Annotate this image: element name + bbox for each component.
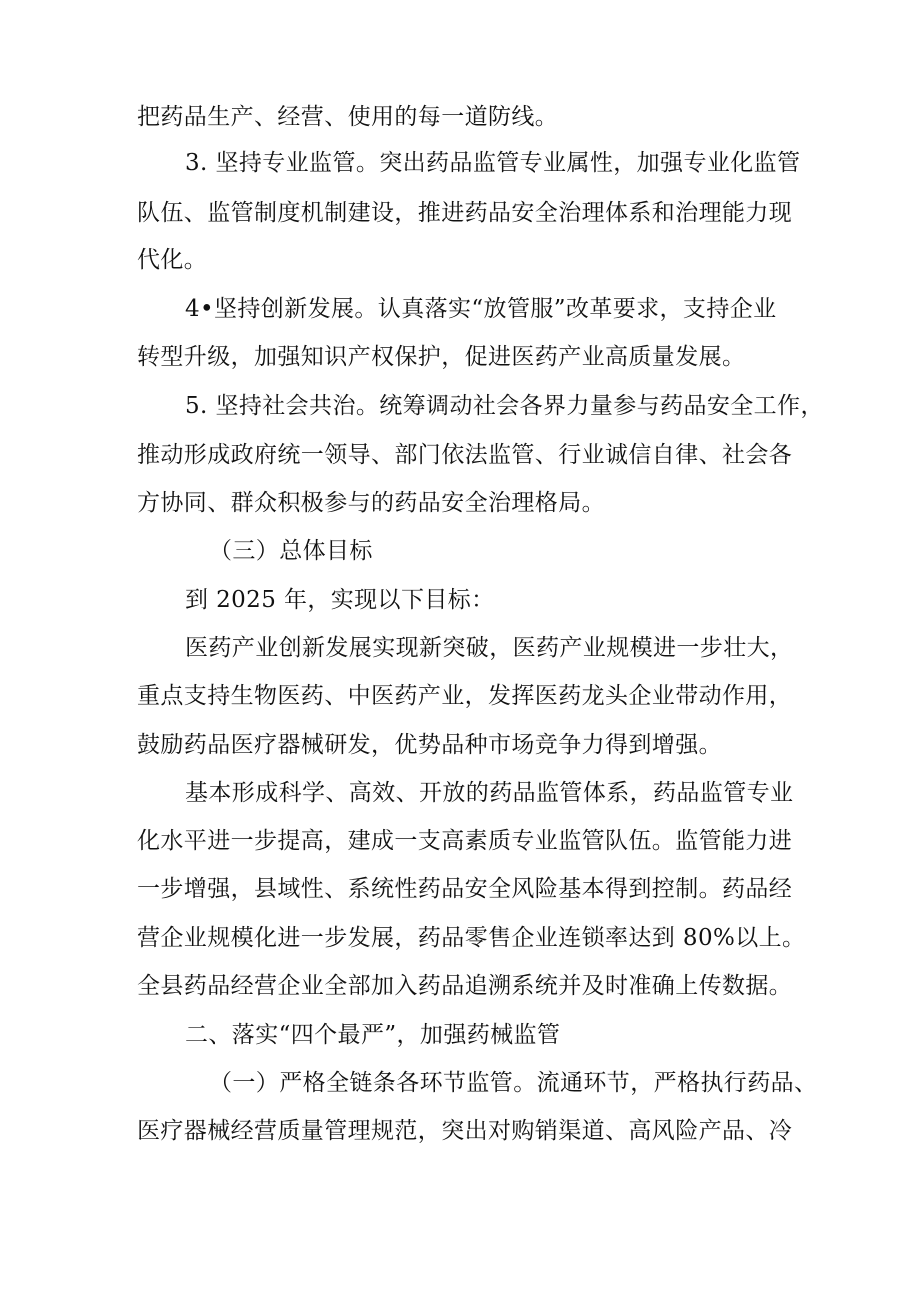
text-line: 转型升级，加强知识产权保护，促进医药产业高质量发展。 <box>137 344 746 370</box>
text-line: 方协同、群众积极参与的药品安全治理格局。 <box>137 490 605 516</box>
paragraph-start: 基本形成科学、高效、开放的药品监管体系，药品监管专业 <box>185 780 794 806</box>
text-line: 代化。 <box>137 247 208 273</box>
text-line: 推动形成政府统一领导、部门依法监管、行业诚信自律、社会各 <box>137 442 793 468</box>
text-line: 把药品生产、经营、使用的每一道防线。 <box>137 104 559 130</box>
text-line: 医疗器械经营质量管理规范，突出对购销渠道、高风险产品、冷 <box>137 1118 793 1144</box>
paragraph-start: 医药产业创新发展实现新突破，医药产业规模进一步壮大， <box>185 635 794 661</box>
section-heading-four-strictest: 二、落实“四个最严”，加强药械监管 <box>185 1022 561 1048</box>
section-heading-overall-goals: （三）总体目标 <box>209 538 373 564</box>
subsection-start: （一）严格全链条各环节监管。流通环节，严格执行药品、 <box>209 1070 818 1096</box>
text-line: 到 2025 年，实现以下目标： <box>185 587 495 613</box>
text-line: 全县药品经营企业全部加入药品追溯系统并及时准确上传数据。 <box>137 973 793 999</box>
text-line: 一步增强，县域性、系统性药品安全风险基本得到控制。药品经 <box>137 876 793 902</box>
text-line: 鼓励药品医疗器械研发，优势品种市场竞争力得到增强。 <box>137 732 722 758</box>
text-line: 队伍、监管制度机制建设，推进药品安全治理体系和治理能力现 <box>137 200 793 226</box>
list-item-principle-5: 5. 坚持社会共治。统筹调动社会各界力量参与药品安全工作， <box>185 393 824 419</box>
list-item-principle-3: 3. 坚持专业监管。突出药品监管专业属性，加强专业化监管 <box>185 150 801 176</box>
text-line: 重点支持生物医药、中医药产业，发挥医药龙头企业带动作用， <box>137 683 793 709</box>
list-item-principle-4: 4•坚持创新发展。认真落实“放管服”改革要求，支持企业 <box>185 296 777 322</box>
text-line: 营企业规模化进一步发展，药品零售企业连锁率达到 80%以上。 <box>137 925 806 951</box>
text-line: 化水平进一步提高，建成一支高素质专业监管队伍。监管能力进 <box>137 828 793 854</box>
